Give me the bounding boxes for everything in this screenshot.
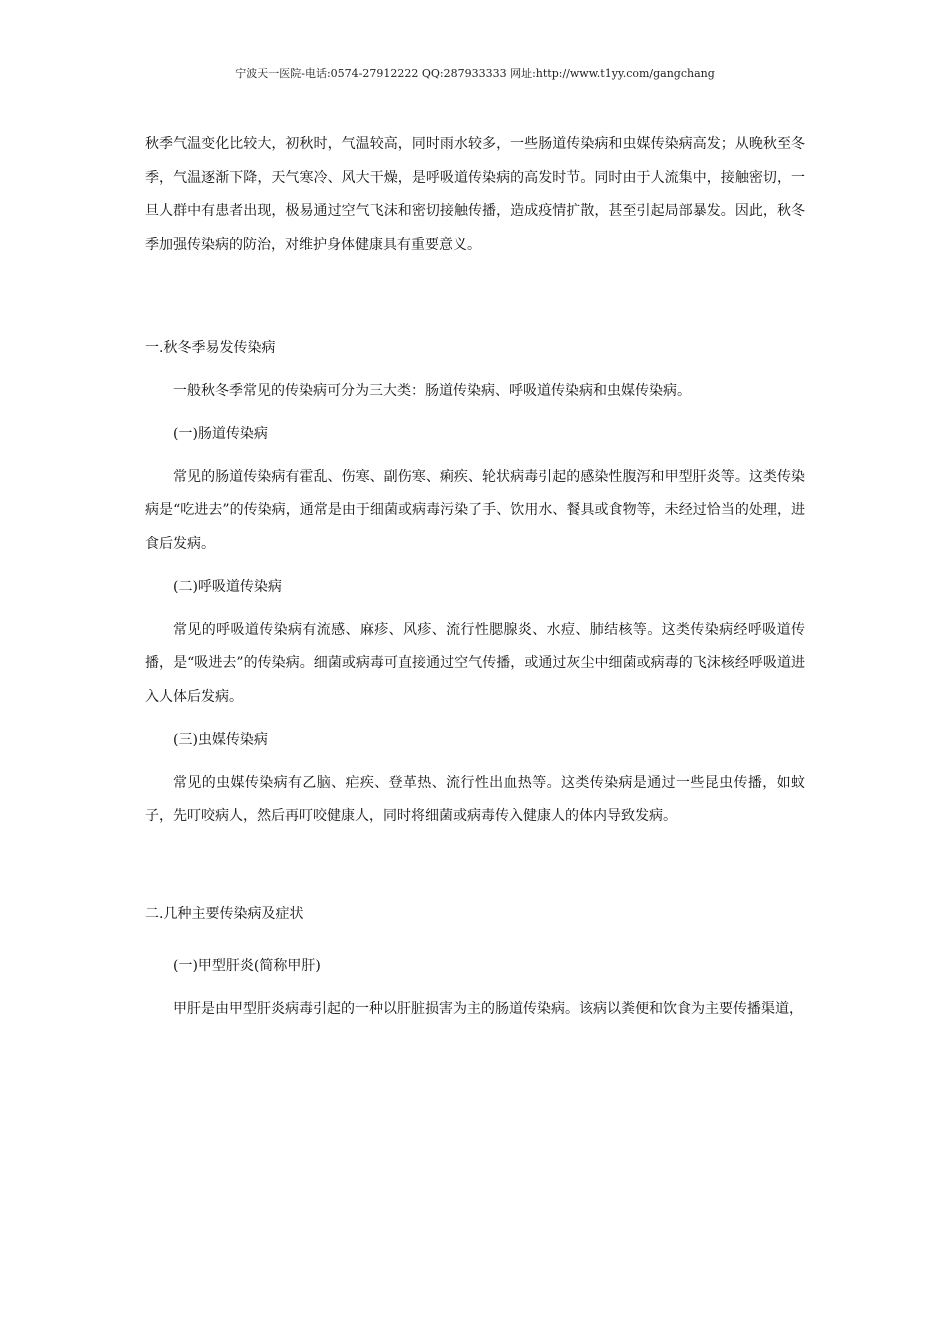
spacer xyxy=(145,834,805,888)
subsection-text-intestinal: 常见的肠道传染病有霍乱、伤寒、副伤寒、痢疾、轮状病毒引起的感染性腹泻和甲型肝炎等。这类传染病是“吃进去”的传染病，通常是由于细菌或病毒污染了手、饮用水、餐具或食物等，未经过恰当的处理，进食后发病。 xyxy=(145,468,805,552)
subsection-text-hepatitis-a: 甲肝是由甲型肝炎病毒引起的一种以肝脏损害为主的肠道传染病。该病以粪便和饮食为主要传播渠道， xyxy=(173,1000,803,1017)
intro-paragraph: 秋季气温变化比较大，初秋时，气温较高，同时雨水较多，一些肠道传染病和虫媒传染病高发；从晚秋至冬季，气温逐渐下降，天气寒冷、风大干燥，是呼吸道传染病的高发时节。同时由于人流集中，接触密切，一旦人群中有患者出现，极易通过空气飞沫和密切接触传播，造成疫情扩散，甚至引起局部暴发。因此，秋冬季加强传染病的防治，对维护身体健康具有重要意义。 xyxy=(145,136,805,253)
subsection-text-respiratory: 常见的呼吸道传染病有流感、麻疹、风疹、流行性腮腺炎、水痘、肺结核等。这类传染病经呼吸道传播，是“吸进去”的传染病。细菌或病毒可直接通过空气传播，或通过灰尘中细菌或病毒的飞沫核经呼吸道进入人体后发病。 xyxy=(145,621,805,705)
section-1-summary: 一般秋冬季常见的传染病可分为三大类：肠道传染病、呼吸道传染病和虫媒传染病。 xyxy=(173,382,691,399)
section-heading-2: 二.几种主要传染病及症状 xyxy=(145,905,304,922)
section-heading-1: 一.秋冬季易发传染病 xyxy=(145,340,276,356)
subsection-heading-intestinal: (一)肠道传染病 xyxy=(173,426,268,442)
subsection-heading-respiratory: (二)呼吸道传染病 xyxy=(173,579,282,595)
subsection-heading-insect-borne: (三)虫媒传染病 xyxy=(173,732,268,748)
subsection-text-insect-borne: 常见的虫媒传染病有乙脑、疟疾、登革热、流行性出血热等。这类传染病是通过一些昆虫传播，如蚊子，先叮咬病人，然后再叮咬健康人，同时将细菌或病毒传入健康人的体内导致发病。 xyxy=(145,774,805,824)
page-header: 宁波天一医院-电话:0574-27912222 QQ:287933333 网址:http://www.t1yy.com/gangchang xyxy=(235,67,715,80)
subsection-heading-hepatitis-a: (一)甲型肝炎(简称甲肝) xyxy=(173,958,321,974)
spacer xyxy=(145,262,805,322)
document-body xyxy=(145,128,805,1026)
